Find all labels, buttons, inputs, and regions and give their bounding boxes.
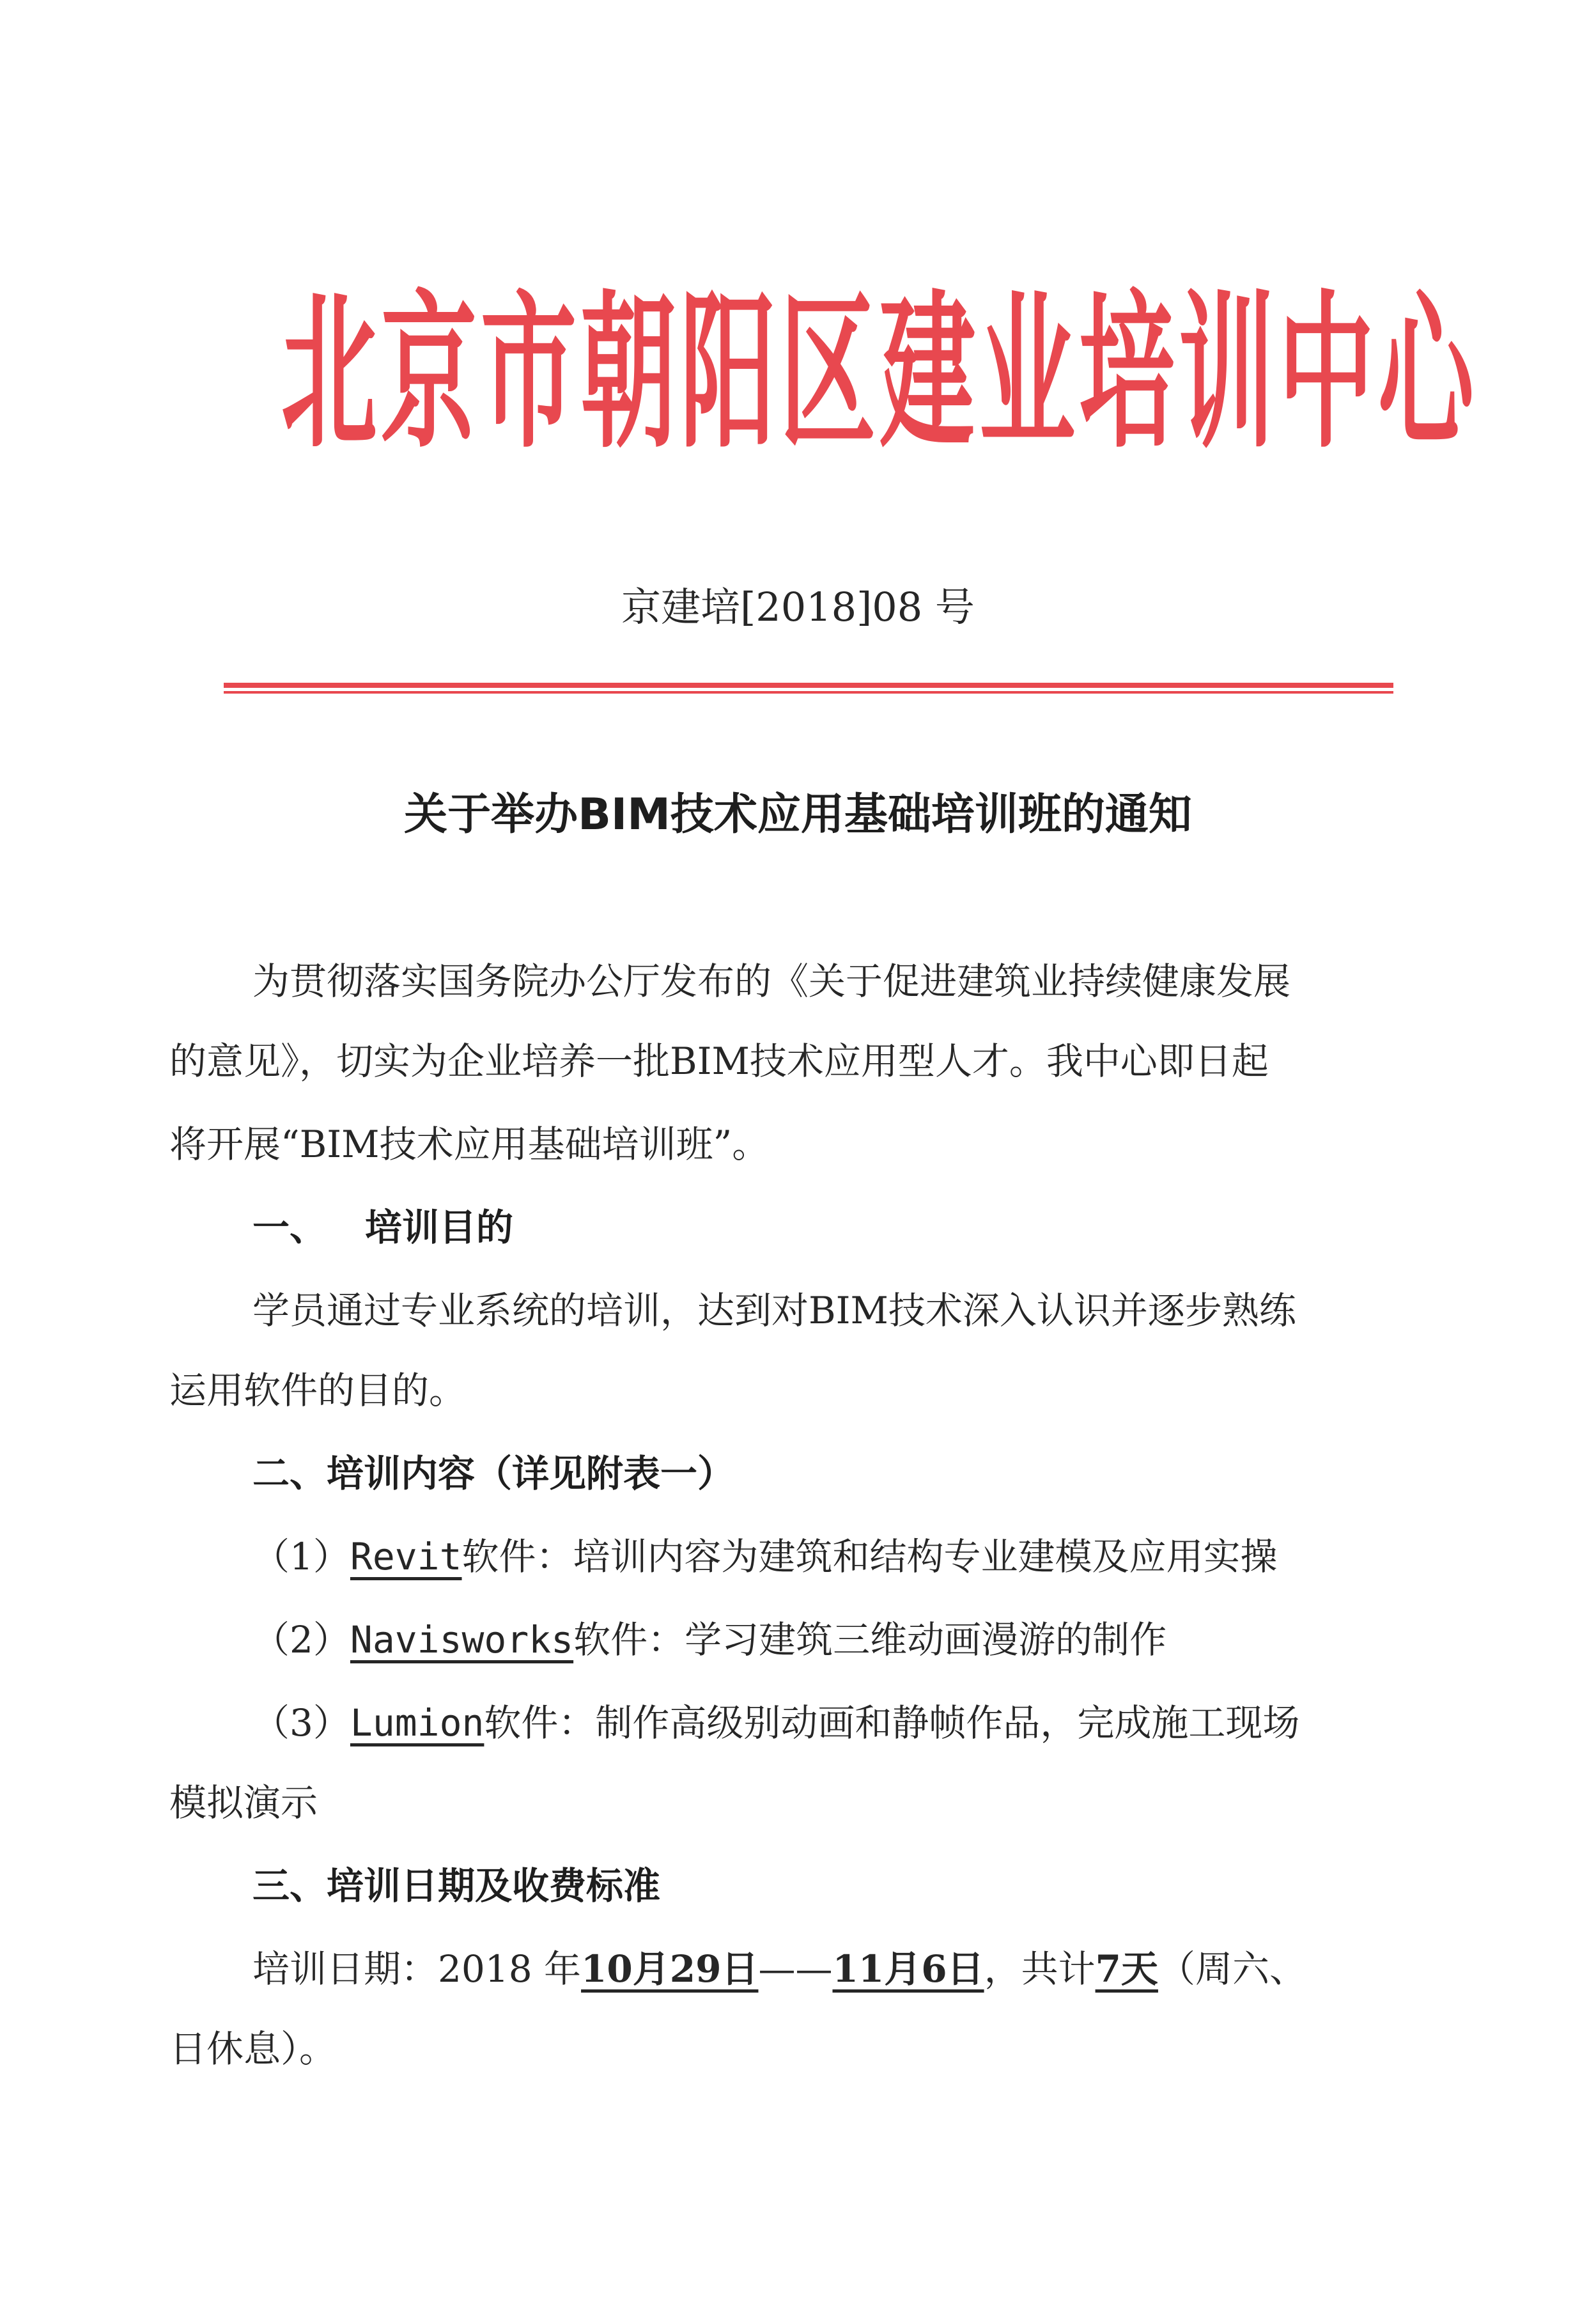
software-name-lumion: Lumion (350, 1701, 484, 1745)
red-divider-thick (224, 683, 1393, 688)
software-item-navisworks (252, 1611, 1166, 1668)
document-number: 京建培[2018]08 号 (621, 584, 975, 630)
training-date-note: 日休息）。 (169, 2027, 337, 2071)
item-number: （3） (252, 1701, 350, 1745)
total-prefix: ，共计 (984, 1947, 1096, 1991)
section-1-number: 一、 (252, 1206, 327, 1249)
section-2-heading: 二、培训内容（详见附表一） (252, 1452, 735, 1495)
intro-line-2: 的意见》，切实为企业培养一批BIM技术应用型人才。我中心即日起 (169, 1039, 1269, 1083)
software-item-lumion-continued: 模拟演示 (169, 1781, 318, 1824)
total-days: 7天 (1095, 1947, 1158, 1991)
section-1-heading (252, 1199, 513, 1256)
intro-line-3: 将开展“BIM技术应用基础培训班”。 (169, 1123, 770, 1166)
section-1-line-1: 学员通过专业系统的培训，达到对BIM技术深入认识并逐步熟练 (252, 1289, 1296, 1332)
intro-line-1: 为贯彻落实国务院办公厅发布的《关于促进建筑业持续健康发展 (252, 960, 1291, 1003)
section-1-line-2: 运用软件的目的。 (169, 1369, 467, 1412)
red-divider (224, 683, 1393, 696)
date-end: 11月6日 (832, 1947, 984, 1991)
software-name-revit: Revit (350, 1535, 462, 1578)
section-1-title: 培训目的 (365, 1206, 514, 1249)
software-item-revit (252, 1528, 1278, 1585)
notice-title: 关于举办BIM技术应用基础培训班的通知 (404, 789, 1192, 840)
item-text: 软件：学习建筑三维动画漫游的制作 (573, 1618, 1167, 1661)
item-number: （2） (252, 1618, 350, 1661)
software-name-navisworks: Navisworks (350, 1618, 574, 1661)
training-date-line (252, 1940, 1306, 1998)
date-start: 10月29日 (581, 1947, 759, 1991)
section-3-heading: 三、培训日期及收费标准 (252, 1864, 661, 1908)
software-item-lumion (252, 1694, 1299, 1752)
red-divider-thin (224, 691, 1393, 694)
date-dash: —— (758, 1947, 833, 1991)
item-text: 软件：制作高级别动画和静帧作品，完成施工现场 (484, 1701, 1300, 1745)
item-text: 软件：培训内容为建筑和结构专业建模及应用实操 (461, 1535, 1278, 1578)
date-prefix: 培训日期：2018 年 (252, 1947, 582, 1991)
note-start: （周六、 (1158, 1947, 1306, 1991)
item-number: （1） (252, 1535, 350, 1578)
masthead-title: 北京市朝阳区建业培训中心 (281, 276, 1478, 472)
